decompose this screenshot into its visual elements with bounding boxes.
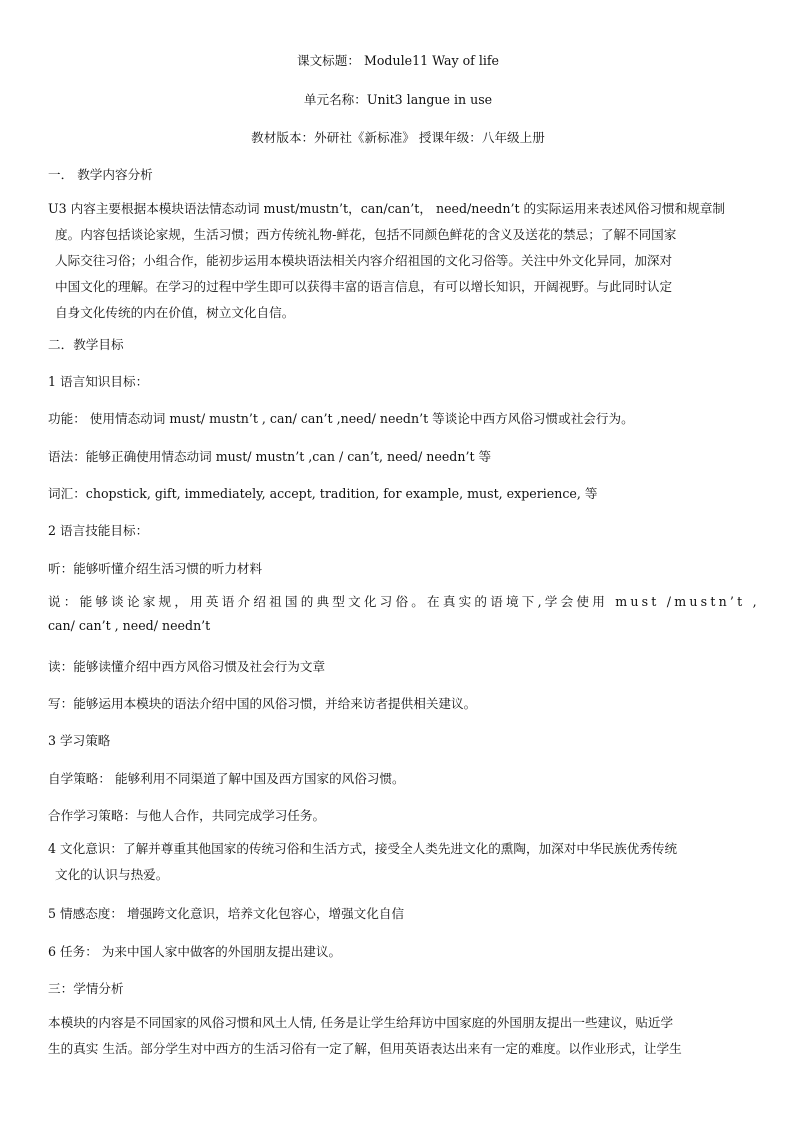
knowledge-goals-heading: 1 语言知识目标： bbox=[48, 374, 149, 389]
paragraph-line: 4 文化意识：了解并尊重其他国家的传统习俗和生活方式，接受全人类先进文化的熏陶，加深对中华民族优秀传统 bbox=[48, 841, 678, 856]
paragraph-line: 中国文化的理解。在学习的过程中学生即可以获得丰富的语言信息，有可以增长知识，开阔视野。与此同时认定 bbox=[55, 279, 673, 294]
content-analysis-paragraph bbox=[48, 196, 748, 326]
paragraph-line: can/ can’t , need/ needn’t bbox=[48, 618, 211, 633]
paragraph-line: 文化的认识与热爱。 bbox=[55, 867, 169, 882]
learning-strategy-heading: 3 学习策略 bbox=[48, 733, 111, 748]
paragraph-line: 生的真实 生活。部分学生对中西方的生活习俗有一定了解，但用英语表达出来有一定的难度。以作业形式，让学生 bbox=[48, 1041, 682, 1056]
emotional-attitude: 5 情感态度： 增强跨文化意识，培养文化包容心，增强文化自信 bbox=[48, 906, 405, 921]
paragraph-line: 说：能够谈论家规，用英语介绍祖国的典型文化习俗。在真实的语境下,学会使用 must /mustn’t , bbox=[48, 594, 760, 609]
section-heading-teaching-goals: 二．教学目标 bbox=[48, 337, 124, 352]
reading-goal: 读：能够读懂介绍中西方风俗习惯及社会行为文章 bbox=[48, 659, 326, 674]
paragraph-line: 人际交往习俗；小组合作，能初步运用本模块语法相关内容介绍祖国的文化习俗等。关注中外文化异同，加深对 bbox=[55, 253, 673, 268]
learner-analysis-paragraph bbox=[48, 1010, 748, 1062]
cooperative-strategy: 合作学习策略：与他人合作，共同完成学习任务。 bbox=[48, 808, 326, 823]
paragraph-line: U3 内容主要根据本模块语法情态动词 must/mustn’t，can/can’t， need/needn’t 的实际运用来表述风俗习惯和规章制 bbox=[48, 201, 726, 216]
listening-goal: 听：能够听懂介绍生活习惯的听力材料 bbox=[48, 561, 263, 576]
writing-goal: 写：能够运用本模块的语法介绍中国的风俗习惯，并给来访者提供相关建议。 bbox=[48, 696, 477, 711]
self-study-strategy: 自学策略： 能够利用不同渠道了解中国及西方国家的风俗习惯。 bbox=[48, 771, 405, 786]
function-goal: 功能： 使用情态动词 must/ mustn’t , can/ can’t ,need/ needn’t 等谈论中西方风俗习惯或社会行为。 bbox=[48, 411, 634, 426]
paragraph-line: 度。内容包括谈论家规，生活习惯；西方传统礼物-鲜花，包括不同颜色鲜花的含义及送花的禁忌；了解不同国家 bbox=[55, 227, 677, 242]
unit-name: 单元名称：Unit3 langue in use bbox=[303, 92, 493, 107]
paragraph-line: 本模块的内容是不同国家的风俗习惯和风土人情, 任务是让学生给拜访中国家庭的外国朋友提出一些建议，贴近学 bbox=[48, 1015, 674, 1030]
textbook-edition: 教材版本：外研社《新标准》 授课年级：八年级上册 bbox=[251, 130, 545, 145]
lesson-title: 课文标题： Module11 Way of life bbox=[296, 53, 500, 68]
skills-goals-heading: 2 语言技能目标： bbox=[48, 523, 149, 538]
vocabulary-goal: 词汇：chopstick, gift, immediately, accept, tradition, for example, must, experience, 等 bbox=[48, 486, 598, 501]
task-goal: 6 任务： 为来中国人家中做客的外国朋友提出建议。 bbox=[48, 944, 342, 959]
grammar-goal: 语法：能够正确使用情态动词 must/ mustn’t ,can / can’t, need/ needn’t 等 bbox=[48, 449, 492, 464]
paragraph-line: 自身文化传统的内在价值，树立文化自信。 bbox=[55, 305, 295, 320]
section-heading-learner-analysis: 三：学情分析 bbox=[48, 981, 124, 996]
cultural-awareness bbox=[48, 836, 748, 888]
speaking-goal bbox=[48, 590, 760, 638]
section-heading-content-analysis: 一． 教学内容分析 bbox=[48, 167, 153, 182]
